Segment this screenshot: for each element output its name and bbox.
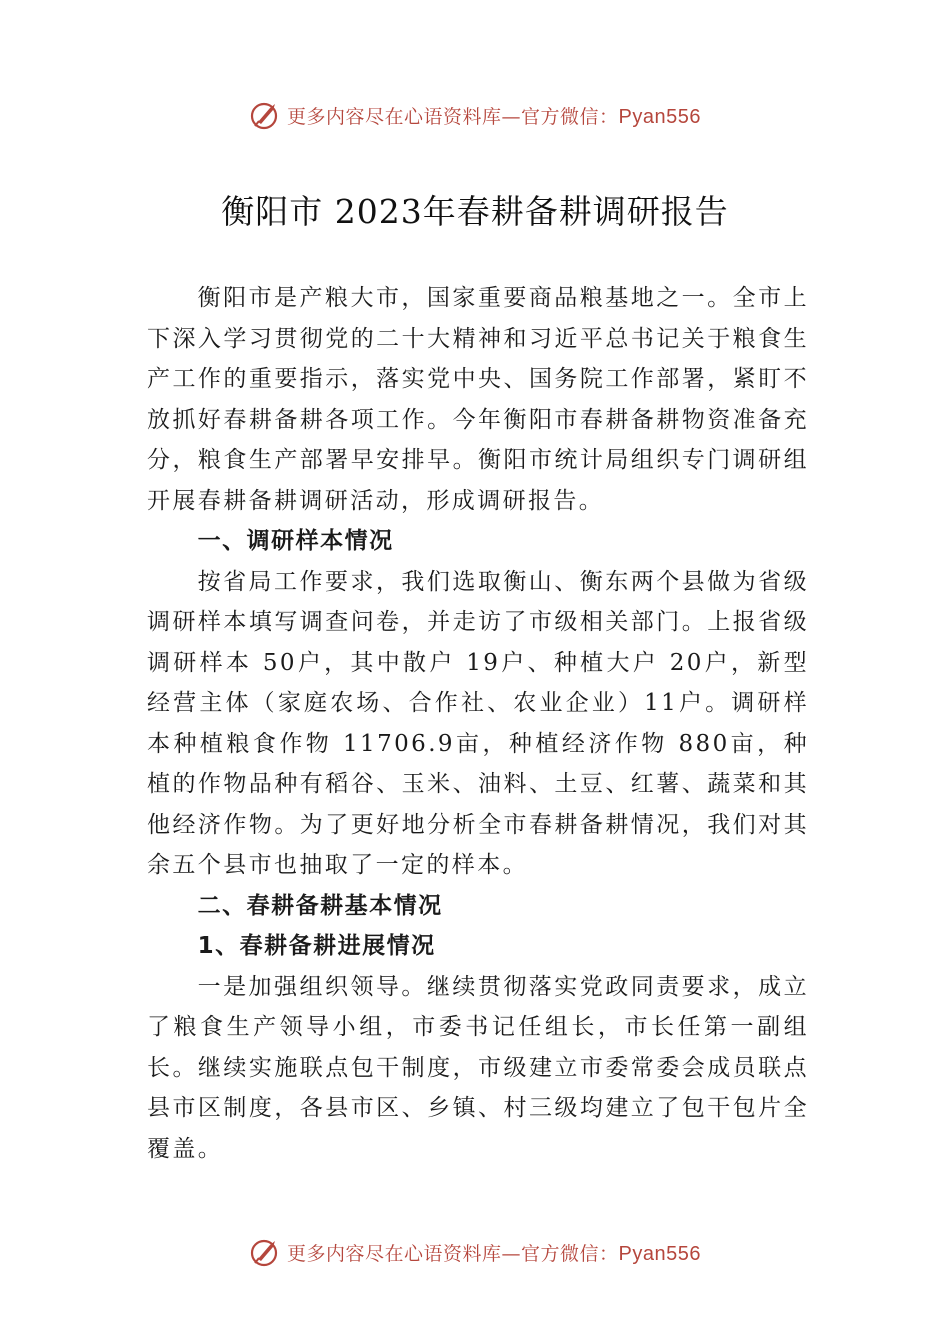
watermark-main: 更多内容尽在心语资料库	[287, 1242, 502, 1265]
section-heading-2: 二、春耕备耕基本情况	[197, 892, 443, 919]
watermark-text	[287, 1239, 701, 1266]
watermark-text	[287, 102, 701, 129]
watermark-label: 官方微信：	[521, 1242, 619, 1265]
document-body	[147, 278, 809, 1169]
subsection-1-paragraph: 一是加强组织领导。继续贯彻落实党政同责要求，成立了粮食生产领导小组，市委书记任组长，市长任第一副组长。继续实施联点包干制度，市级建立市委常委会成员联点县市区制度，各县市区、乡镇、村三级均建立了包干包片全覆盖。	[147, 973, 809, 1162]
pen-nib-logo-icon	[249, 1235, 283, 1269]
page-title: 衡阳市 2023年春耕备耕调研报告	[221, 192, 729, 231]
section-1-paragraph: 按省局工作要求，我们选取衡山、衡东两个县做为省级调研样本填写调查问卷，并走访了市级相关部门。上报省级调研样本 50户，其中散户 19户、种植大户 20户，新型经营主体（家庭农场、合作社、农业企业）11户。调研样本种植粮食作物 11706.9亩，种植经济作物 880亩，种植的作物品种有稻谷、玉米、油料、土豆、红薯、蔬菜和其他经济作物。为了更好地分析全市春耕备耕情况，我们对其余五个县市也抽取了一定的样本。	[147, 568, 809, 878]
watermark-wechat-id: Pyan556	[618, 105, 701, 128]
watermark-main: 更多内容尽在心语资料库	[287, 105, 502, 128]
subsection-heading-1: 1、春耕备耕进展情况	[197, 933, 436, 959]
pen-nib-logo-icon	[249, 98, 283, 132]
section-heading-1: 一、调研样本情况	[197, 528, 394, 554]
watermark-wechat-id: Pyan556	[618, 1242, 701, 1265]
footer-watermark-banner	[0, 1232, 950, 1272]
watermark-label: 官方微信：	[521, 105, 619, 128]
header-watermark-banner	[0, 95, 950, 135]
watermark-dash: —	[501, 105, 522, 128]
intro-paragraph: 衡阳市是产粮大市，国家重要商品粮基地之一。全市上下深入学习贯彻党的二十大精神和习近平总书记关于粮食生产工作的重要指示，落实党中央、国务院工作部署，紧盯不放抓好春耕备耕各项工作。今年衡阳市春耕备耕物资准备充分，粮食生产部署早安排早。衡阳市统计局组织专门调研组开展春耕备耕调研活动，形成调研报告。	[147, 285, 809, 514]
watermark-dash: —	[501, 1242, 522, 1265]
